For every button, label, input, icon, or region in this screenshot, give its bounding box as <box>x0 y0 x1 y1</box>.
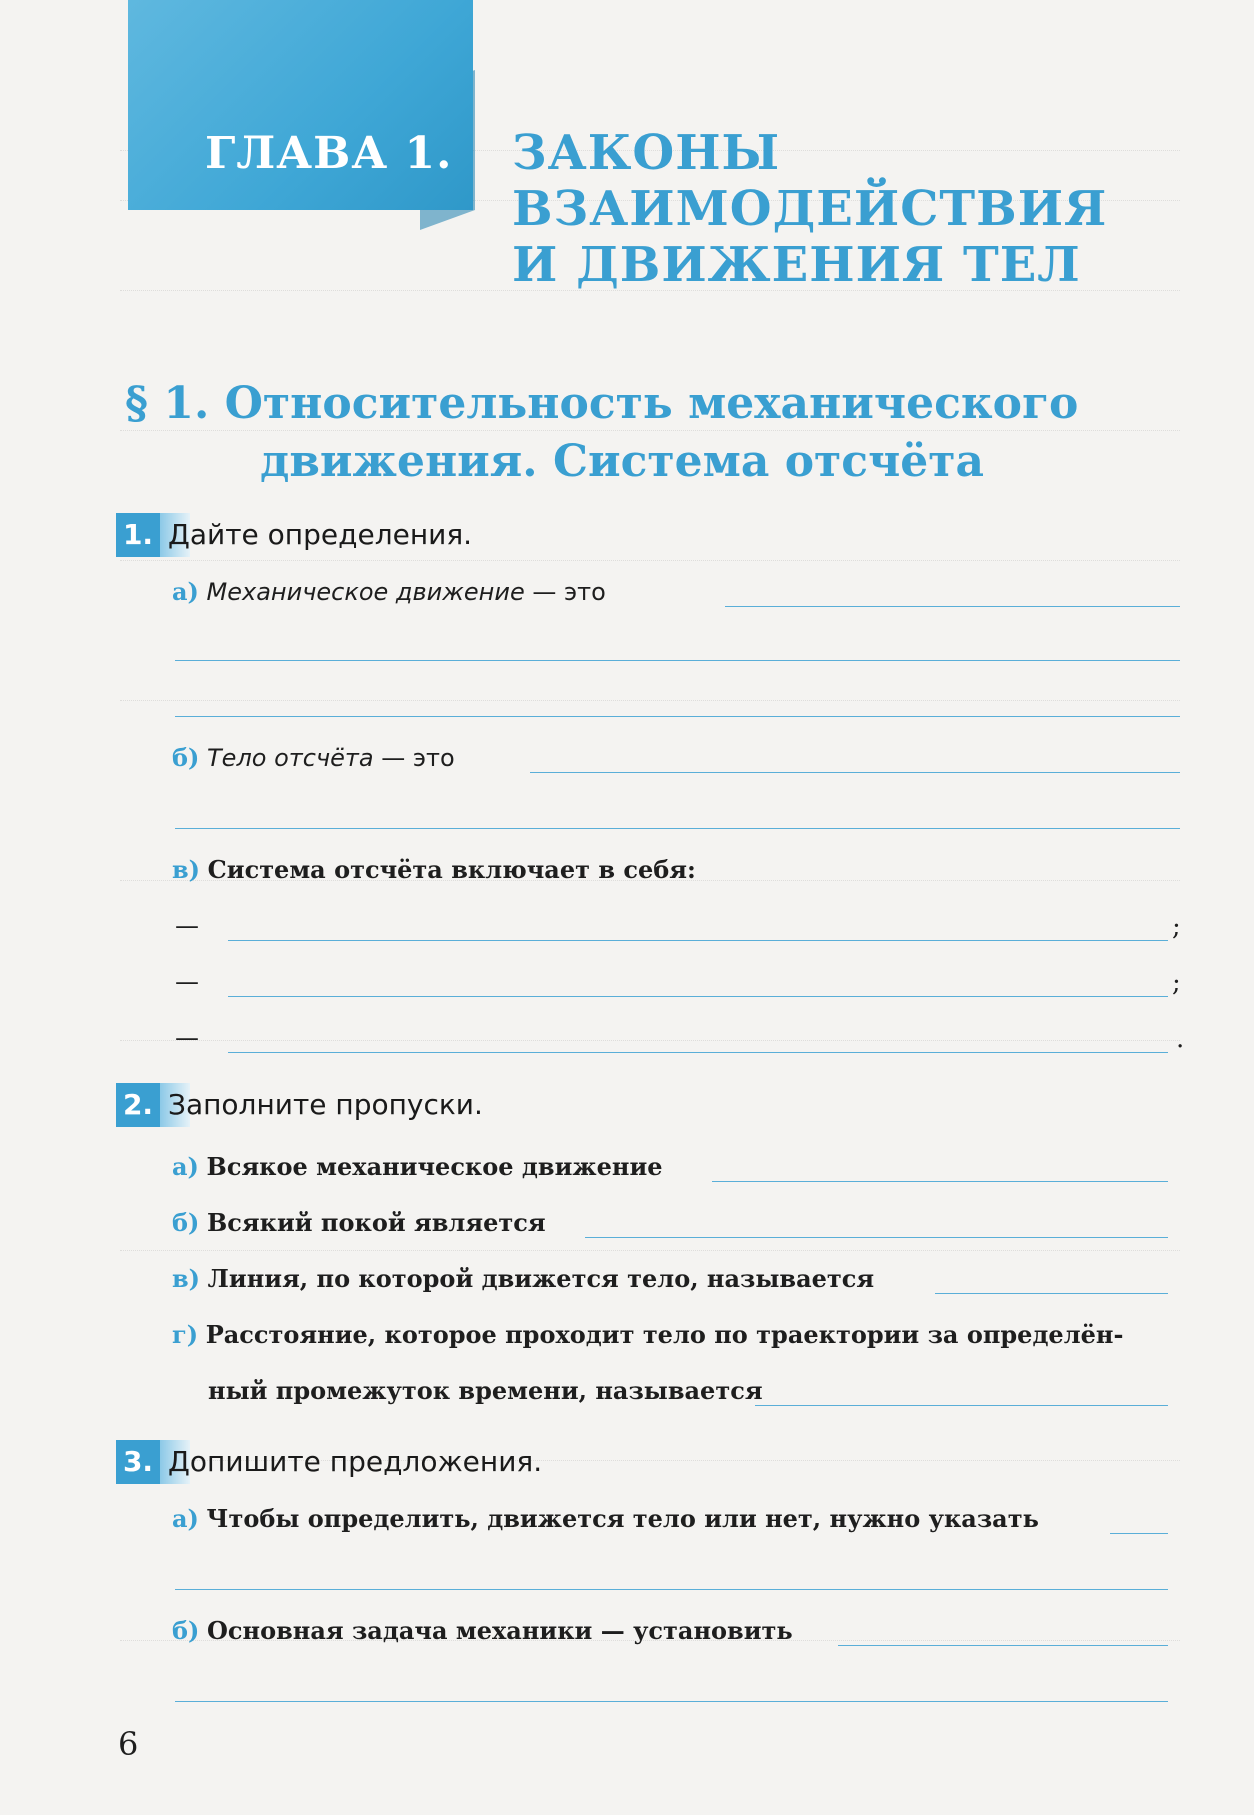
answer-line[interactable] <box>755 1405 1168 1406</box>
item-text: ный промежуток времени, называется <box>208 1376 763 1405</box>
section-title <box>125 375 1205 491</box>
answer-line[interactable] <box>228 996 1168 997</box>
item-letter: б) <box>172 743 200 772</box>
item-term: Тело отсчёта <box>207 744 374 772</box>
task-prompt: Допишите предложения. <box>168 1445 543 1478</box>
item-text: Чтобы определить, движется тело или нет, нужно указать <box>206 1504 1039 1533</box>
answer-line[interactable] <box>935 1293 1168 1294</box>
list-dash: — <box>175 912 199 940</box>
chapter-label: ГЛАВА 1. <box>205 128 453 179</box>
task-item <box>172 743 455 772</box>
item-suffix: — это <box>373 744 455 772</box>
task-item <box>172 1264 874 1293</box>
item-text: Основная задача механики — установить <box>207 1616 793 1645</box>
task-item <box>172 577 606 606</box>
page-number: 6 <box>118 1725 139 1763</box>
list-end-punct: . <box>1176 1024 1185 1054</box>
task-item <box>172 1616 793 1645</box>
item-text: Линия, по которой движется тело, называется <box>207 1264 875 1293</box>
item-letter: а) <box>172 1504 199 1533</box>
list-end-punct: ; <box>1172 912 1181 942</box>
list-end-punct: ; <box>1172 968 1181 998</box>
answer-line[interactable] <box>585 1237 1168 1238</box>
chapter-title-line: ВЗАИМОДЕЙСТВИЯ <box>512 181 1108 237</box>
list-dash: — <box>175 968 199 996</box>
item-letter: а) <box>172 1152 199 1181</box>
answer-line[interactable] <box>175 1589 1168 1590</box>
section-title-line: § 1. Относительность механического <box>125 378 1079 429</box>
chapter-title-line: И ДВИЖЕНИЯ ТЕЛ <box>512 237 1081 293</box>
task-item <box>172 1152 663 1181</box>
answer-line[interactable] <box>175 716 1180 717</box>
answer-line[interactable] <box>228 1052 1168 1053</box>
answer-line[interactable] <box>175 1701 1168 1702</box>
task-prompt: Заполните пропуски. <box>168 1088 483 1121</box>
answer-line[interactable] <box>712 1181 1168 1182</box>
item-text: Всякий покой является <box>207 1208 546 1237</box>
task-item <box>172 1208 546 1237</box>
task-number-badge: 1. <box>116 513 160 557</box>
task-number-badge: 2. <box>116 1083 160 1127</box>
task-item <box>172 1504 1039 1533</box>
item-text: Система отсчёта включает в себя: <box>207 855 696 884</box>
list-dash: — <box>175 1024 199 1052</box>
item-letter: г) <box>172 1320 199 1349</box>
task-item <box>172 855 696 884</box>
answer-line[interactable] <box>725 606 1180 607</box>
task-item-continuation <box>208 1376 763 1405</box>
answer-line[interactable] <box>228 940 1168 941</box>
item-term: Механическое движение <box>206 578 525 606</box>
item-letter: б) <box>172 1208 200 1237</box>
item-letter: в) <box>172 855 201 884</box>
task-number-badge: 3. <box>116 1440 160 1484</box>
task-prompt: Дайте определения. <box>168 518 473 551</box>
item-letter: б) <box>172 1616 200 1645</box>
answer-line[interactable] <box>175 828 1180 829</box>
task-item <box>172 1320 1123 1349</box>
answer-line[interactable] <box>175 660 1180 661</box>
item-suffix: — это <box>524 578 606 606</box>
item-text: Расстояние, которое проходит тело по траектории за определён- <box>205 1320 1124 1349</box>
answer-line[interactable] <box>530 772 1180 773</box>
answer-line[interactable] <box>838 1645 1168 1646</box>
section-title-line: движения. Система отсчёта <box>260 436 985 487</box>
item-letter: в) <box>172 1264 201 1293</box>
item-text: Всякое механическое движение <box>206 1152 663 1181</box>
item-letter: а) <box>172 577 199 606</box>
chapter-title-line: ЗАКОНЫ <box>512 125 781 181</box>
chapter-title <box>512 125 1107 293</box>
answer-line[interactable] <box>1110 1533 1168 1534</box>
